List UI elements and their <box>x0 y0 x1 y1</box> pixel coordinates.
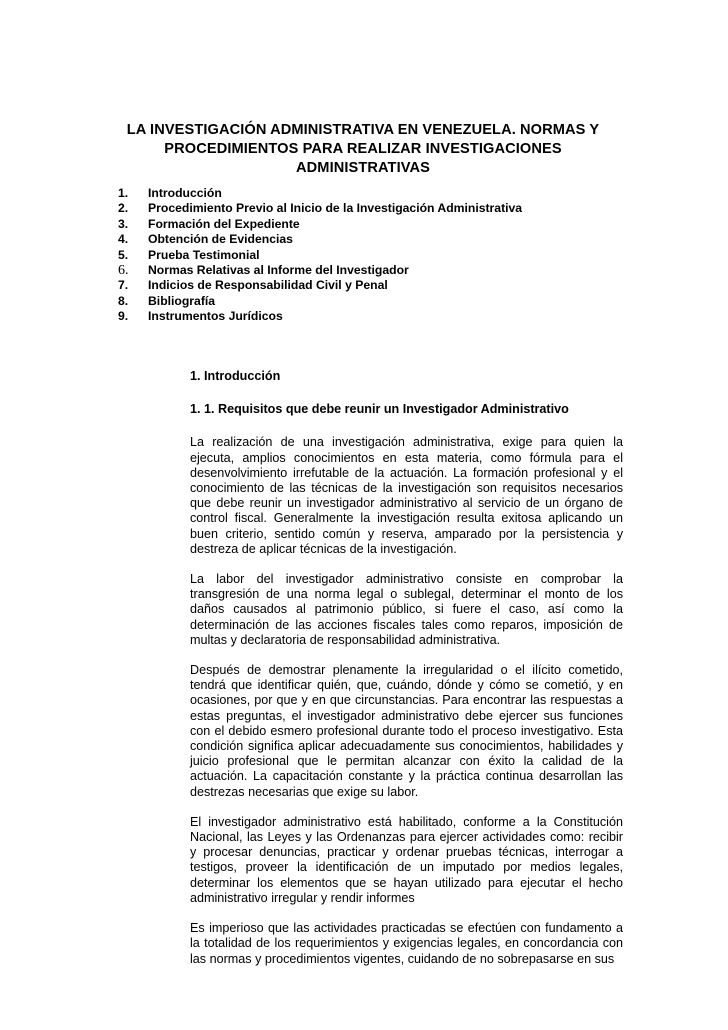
toc-item <box>118 294 522 309</box>
table-of-contents <box>118 186 522 325</box>
toc-item-number: 6. <box>118 263 129 279</box>
toc-item-number: 1. <box>118 186 129 200</box>
toc-item <box>118 309 522 324</box>
toc-item <box>118 278 522 293</box>
toc-item <box>118 263 522 278</box>
toc-item <box>118 201 522 216</box>
toc-item-label: Normas Relativas al Informe del Investigador <box>148 263 409 278</box>
toc-item <box>118 186 522 201</box>
toc-item <box>118 248 522 263</box>
toc-item-label: Formación del Expediente <box>148 216 300 231</box>
toc-item-number: 3. <box>118 216 129 231</box>
document-body <box>190 369 623 982</box>
toc-item-number: 2. <box>118 201 129 216</box>
toc-item <box>118 217 522 232</box>
toc-item-label: Introducción <box>148 186 222 200</box>
toc-item-number: 4. <box>118 232 129 247</box>
toc-item-number: 9. <box>118 309 129 324</box>
toc-item-label: Procedimiento Previo al Inicio de la Investigación Administrativa <box>148 201 523 216</box>
body-paragraph: La realización de una investigación administrativa, exige para quien la ejecuta, amplios conocimientos en esta materia, como fórmula para el desenvolvimiento irrefutable de la actuación. La formación profesional y el conocimiento de las técnicas de la investigación son requisitos necesarios que debe reunir un investigador administrativo al servicio de un órgano de control fiscal. Generalmente la investigación resulta exitosa aplicando un buen criterio, sentido común y reserva, amparado por la persistencia y destreza de aplicar técnicas de la investigación. <box>190 435 623 556</box>
toc-item-label: Indicios de Responsabilidad Civil y Penal <box>148 278 388 293</box>
toc-item-label: Instrumentos Jurídicos <box>148 309 283 324</box>
toc-item <box>118 232 522 247</box>
toc-item-number: 8. <box>118 293 129 308</box>
toc-item-number: 5. <box>118 247 129 262</box>
document-title: LA INVESTIGACIÓN ADMINISTRATIVA EN VENEZUELA. NORMAS Y PROCEDIMIENTOS PARA REALIZAR INVESTIGACIONES ADMINISTRATIVAS <box>126 122 600 176</box>
body-paragraph: Es imperioso que las actividades practicadas se efectúen con fundamento a la totalidad de los requerimientos y exigencias legales, en concordancia con las normas y procedimientos vigentes, cuidando de no sobrepasarse en sus <box>190 921 623 966</box>
toc-item-number: 7. <box>118 278 129 293</box>
toc-item-label: Bibliografía <box>148 293 216 308</box>
section-heading: 1. Introducción <box>190 369 281 383</box>
toc-item-label: Prueba Testimonial <box>148 247 260 262</box>
body-paragraph: Después de demostrar plenamente la irregularidad o el ilícito cometido, tendrá que identificar quién, que, cuándo, dónde y cómo se cometió, y en ocasiones, por que y en que circunstancias. Para encontrar las respuestas a estas preguntas, el investigador administrativo debe ejercer sus funciones con el debido esmero profesional durante todo el proceso investigativo. Esta condición significa aplicar adecuadamente sus conocimientos, habilidades y juicio profesional que le permitan alcanzar con éxito la calidad de la actuación. La capacitación constante y la práctica continua desarrollan las destrezas necesarias que exige su labor. <box>190 663 623 799</box>
body-paragraph: La labor del investigador administrativo consiste en comprobar la transgresión de una norma legal o sublegal, determinar el monto de los daños causados al patrimonio público, si fuere el caso, así como la determinación de las acciones fiscales tales como reparos, imposición de multas y declaratoria de responsabilidad administrativa. <box>190 572 623 647</box>
toc-item-label: Obtención de Evidencias <box>148 232 293 247</box>
subsection-heading: 1. 1. Requisitos que debe reunir un Investigador Administrativo <box>190 402 569 417</box>
body-paragraph: El investigador administrativo está habilitado, conforme a la Constitución Nacional, las Leyes y las Ordenanzas para ejercer actividades como: recibir y procesar denuncias, practicar y ordenar pruebas técnicas, interrogar a testigos, proveer la identificación de un imputado por medios legales, determinar los elementos que se hayan utilizado para ejecutar el hecho administrativo irregular y rendir informes <box>190 814 623 905</box>
